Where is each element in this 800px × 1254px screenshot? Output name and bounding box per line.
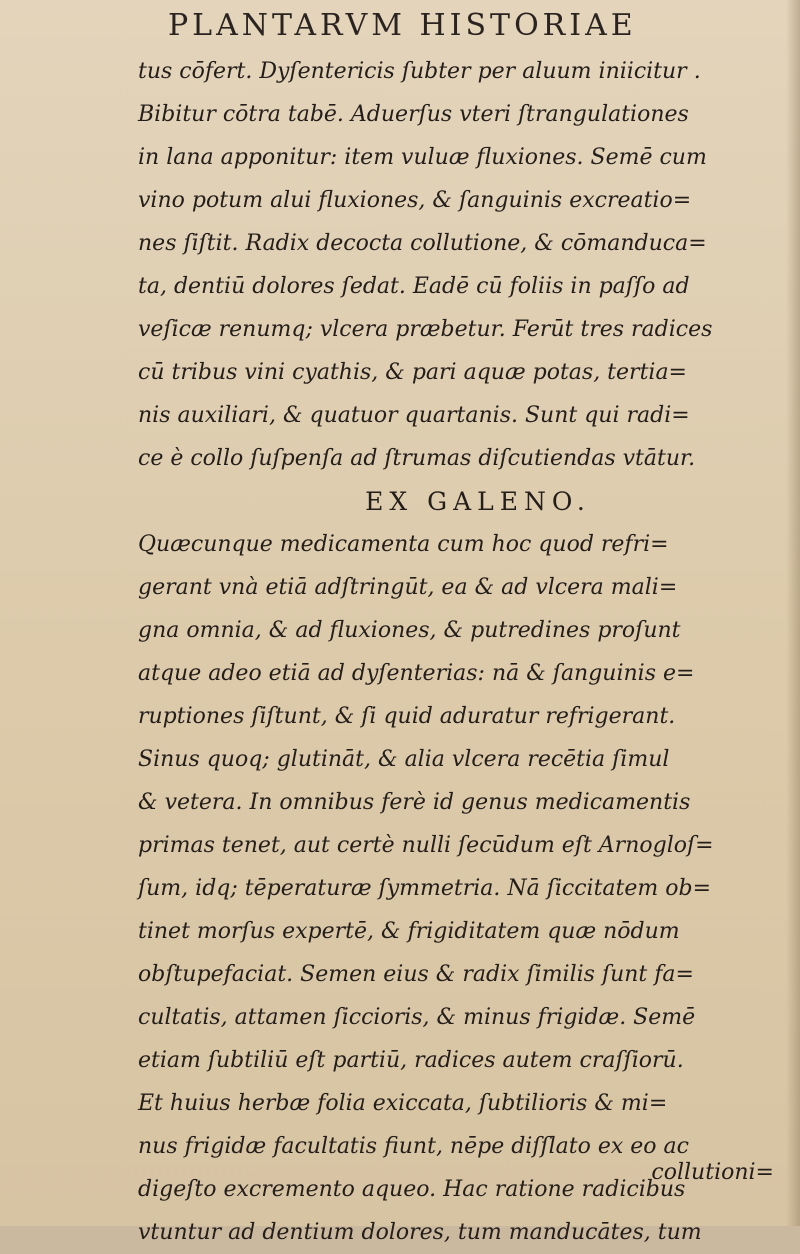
text-line: tinet morſus expertē, & frigiditatem quæ nōdum xyxy=(138,919,680,944)
text-line: vino potum alui fluxiones, & ſanguinis excreatio= xyxy=(138,188,692,213)
text-line: atque adeo etiā ad dyſenterias: nā & ſanguinis e= xyxy=(138,661,695,686)
catchword: collutioni= xyxy=(651,1160,774,1185)
section-heading: EX GALENO. xyxy=(365,487,591,516)
text-line: obſtupefaciat. Semen eius & radix ſimilis ſunt fa= xyxy=(138,962,694,987)
text-line: cultatis, attamen ſiccioris, & minus frigidæ. Semē xyxy=(138,1005,696,1030)
text-block xyxy=(138,50,778,1254)
text-line: ta, dentiū dolores ſedat. Eadē cū foliis in paſſo ad xyxy=(138,274,690,299)
text-line: veſicæ renumq; vlcera præbetur. Ferūt tres radices xyxy=(138,317,713,342)
text-line: Sinus quoq; glutināt, & alia vlcera recētia ſimul xyxy=(138,747,670,772)
text-line: etiam ſubtiliū eſt partiū, radices autem craſſiorū. xyxy=(138,1048,684,1073)
text-line: ce è collo ſuſpenſa ad ſtrumas diſcutiendas vtātur. xyxy=(138,446,696,471)
text-line: ſum, idq; tēperaturæ ſymmetria. Nā ſiccitatem ob= xyxy=(138,876,712,901)
text-line: primas tenet, aut certè nulli ſecūdum eſt Arnogloſ= xyxy=(138,833,714,858)
text-line: Quæcunque medicamenta cum hoc quod refri= xyxy=(138,532,669,557)
text-line: & vetera. In omnibus ferè id genus medicamentis xyxy=(138,790,691,815)
text-line: cū tribus vini cyathis, & pari aquæ potas, tertia= xyxy=(138,360,687,385)
running-head: PLANTARVM HISTORIAE xyxy=(168,8,637,43)
text-line: in lana apponitur: item vuluæ fluxiones. Semē cum xyxy=(138,145,707,170)
text-line: vtuntur ad dentium dolores, tum manducātes, tum xyxy=(138,1220,702,1245)
text-line: nus frigidæ facultatis fiunt, nēpe diſſlato ex eo ac xyxy=(138,1134,689,1159)
text-line: nis auxiliari, & quatuor quartanis. Sunt qui radi= xyxy=(138,403,690,428)
text-line: Et huius herbæ folia exiccata, ſubtilioris & mi= xyxy=(138,1091,668,1116)
text-line: nes ſiſtit. Radix decocta collutione, & cōmanduca= xyxy=(138,231,707,256)
text-line: gerant vnà etiā adſtringūt, ea & ad vlcera mali= xyxy=(138,575,678,600)
text-line: Bibitur cōtra tabē. Aduerſus vteri ſtrangulationes xyxy=(138,102,689,127)
text-line: tus cōfert. Dyſentericis ſubter per aluum iniicitur . xyxy=(138,59,701,84)
text-line: ruptiones ſiſtunt, & ſi quid aduratur refrigerant. xyxy=(138,704,676,729)
text-line: digeſto excremento aqueo. Hac ratione radicibus xyxy=(138,1177,686,1202)
text-line: gna omnia, & ad fluxiones, & putredines proſunt xyxy=(138,618,681,643)
